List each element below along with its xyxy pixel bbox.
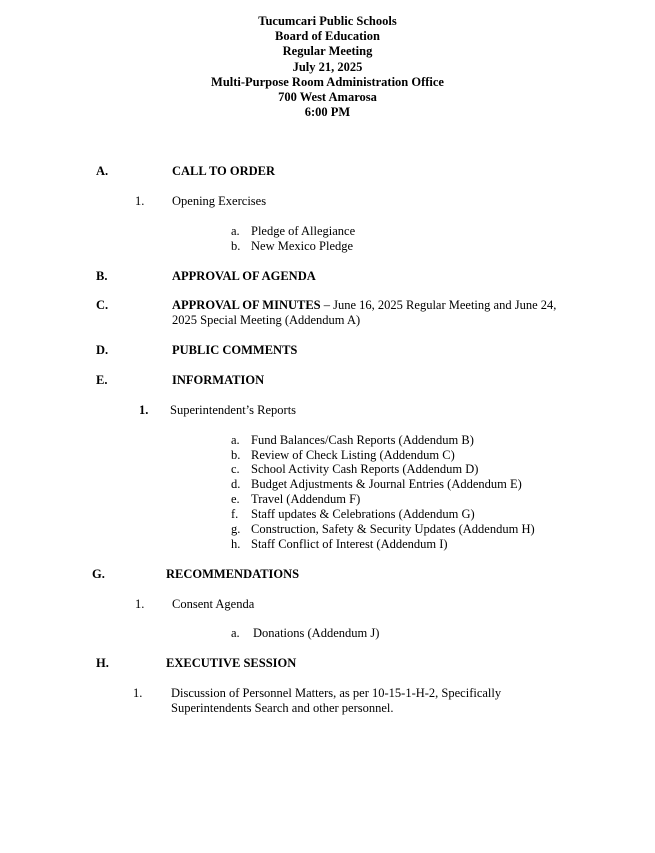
section-e-item-1-number: 1. bbox=[139, 403, 149, 417]
section-a-item-1-number: 1. bbox=[135, 194, 145, 208]
section-a-item-1-text: Opening Exercises bbox=[172, 194, 267, 208]
section-c-text: – June 16, 2025 Regular Meeting and June 24, bbox=[320, 298, 557, 312]
list-item bbox=[231, 522, 535, 537]
list-item bbox=[231, 462, 478, 477]
section-h-letter: H. bbox=[96, 656, 109, 670]
document-header bbox=[0, 14, 655, 120]
section-c-line-2: 2025 Special Meeting (Addendum A) bbox=[172, 313, 361, 327]
section-d-letter: D. bbox=[96, 343, 109, 357]
section-a-letter: A. bbox=[96, 164, 109, 178]
meeting-type: Regular Meeting bbox=[282, 44, 373, 59]
sub-item-text: Fund Balances/Cash Reports (Addendum B) bbox=[251, 433, 474, 447]
meeting-date: July 21, 2025 bbox=[292, 59, 363, 74]
list-item bbox=[231, 477, 522, 492]
section-c-title: APPROVAL OF MINUTES bbox=[172, 298, 321, 312]
section-g-title: RECOMMENDATIONS bbox=[166, 567, 300, 581]
meeting-time: 6:00 PM bbox=[304, 105, 351, 120]
section-b-title: APPROVAL OF AGENDA bbox=[172, 269, 316, 283]
sub-item-letter: a. bbox=[231, 626, 240, 640]
section-c-letter: C. bbox=[96, 298, 109, 312]
sub-item-text: Travel (Addendum F) bbox=[251, 492, 361, 506]
sub-item-letter: e. bbox=[231, 492, 240, 506]
sub-item-text: Budget Adjustments & Journal Entries (Addendum E) bbox=[251, 477, 522, 491]
meeting-location: Multi-Purpose Room Administration Office bbox=[211, 74, 444, 89]
section-h-item-1-number: 1. bbox=[133, 686, 143, 700]
list-item bbox=[231, 537, 448, 552]
sub-item-letter: a. bbox=[231, 433, 240, 447]
sub-item-text: Staff Conflict of Interest (Addendum I) bbox=[251, 537, 448, 551]
section-g-letter: G. bbox=[92, 567, 105, 581]
list-item bbox=[231, 448, 455, 463]
sub-item-letter: f. bbox=[231, 507, 239, 521]
school-name: Tucumcari Public Schools bbox=[258, 14, 397, 28]
sub-item-letter: d. bbox=[231, 477, 241, 491]
section-e-item-1-text: Superintendent’s Reports bbox=[170, 403, 297, 417]
section-d-title: PUBLIC COMMENTS bbox=[172, 343, 298, 357]
sub-item-text: Pledge of Allegiance bbox=[251, 224, 356, 238]
section-e-letter: E. bbox=[96, 373, 108, 387]
section-a-title: CALL TO ORDER bbox=[172, 164, 276, 178]
list-item bbox=[231, 492, 360, 507]
sub-item-letter: g. bbox=[231, 522, 241, 536]
section-h-title: EXECUTIVE SESSION bbox=[166, 656, 297, 670]
sub-item-text: New Mexico Pledge bbox=[251, 239, 354, 253]
sub-item-letter: b. bbox=[231, 239, 241, 253]
section-g-item-1-number: 1. bbox=[135, 597, 145, 611]
section-g-item-1-text: Consent Agenda bbox=[172, 597, 255, 611]
board-name: Board of Education bbox=[275, 29, 380, 44]
list-item bbox=[231, 507, 475, 522]
list-item bbox=[231, 626, 379, 641]
sub-item-text: Construction, Safety & Security Updates (Addendum H) bbox=[251, 522, 535, 536]
sub-item-text: School Activity Cash Reports (Addendum D) bbox=[251, 462, 479, 476]
sub-item-text: Donations (Addendum J) bbox=[253, 626, 380, 640]
list-item bbox=[231, 239, 353, 254]
sub-item-letter: b. bbox=[231, 448, 241, 462]
list-item bbox=[231, 224, 355, 239]
section-h-item-1-line-1: Discussion of Personnel Matters, as per 10-15-1-H-2, Specifically bbox=[171, 686, 502, 700]
section-h-item-1-line-2: Superintendents Search and other personnel. bbox=[171, 701, 394, 715]
section-e-title: INFORMATION bbox=[172, 373, 265, 387]
list-item bbox=[231, 433, 474, 448]
section-c-line-1 bbox=[172, 298, 556, 313]
sub-item-letter: h. bbox=[231, 537, 241, 551]
sub-item-letter: c. bbox=[231, 462, 240, 476]
sub-item-text: Staff updates & Celebrations (Addendum G) bbox=[251, 507, 475, 521]
sub-item-letter: a. bbox=[231, 224, 240, 238]
section-b-letter: B. bbox=[96, 269, 108, 283]
meeting-address: 700 West Amarosa bbox=[278, 90, 377, 105]
sub-item-text: Review of Check Listing (Addendum C) bbox=[251, 448, 455, 462]
